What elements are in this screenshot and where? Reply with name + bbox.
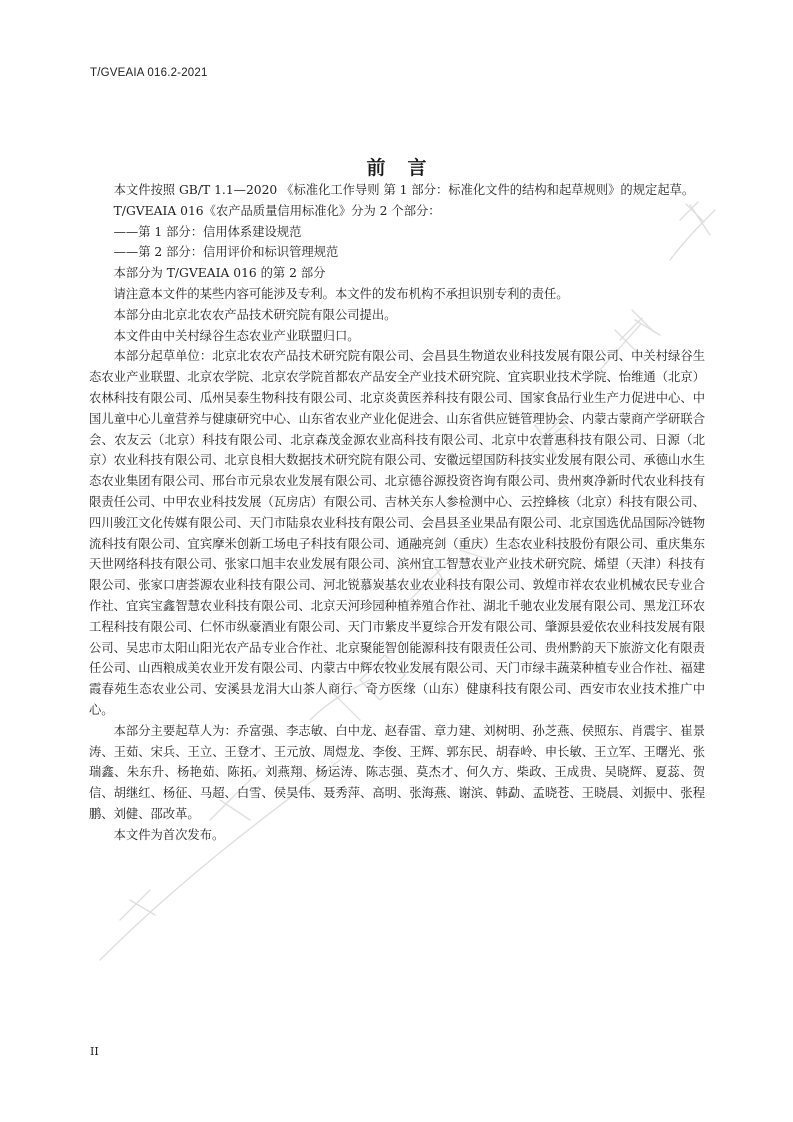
paragraph-proposer: 本部分由北京北农农产品技术研究院有限公司提出。	[113, 307, 397, 322]
paragraph-drafting-units: 本部分起草单位：北京北农农产品技术研究院有限公司、会昌县生物道农业科技发展有限公司、中关村绿谷生态农业产业联盟、北京农学院、北京农学院首都农产品安全产业技术研究院、宜宾职业技术学院、怡维通（北京）农林科技有限公司、瓜州吴泰生物科技有限公司、北京炎黄医养科技有限公司、国家食品行业生产力促进中心、中国儿童中心儿童营养与健康研究中心、山东省农业产业化促进会、山东省供应链管理协会、内蒙古蒙商产学研联合会、农友云（北京）科技有限公司、北京森茂金源农业高科技有限公司、北京中农普惠科技有限公司、日源（北京）农业科技有限公司、北京良相大数据技术研究院有限公司、安徽远望国防科技实业发展有限公司、承德山水生态农业集团有限公司、邢台市元泉农业发展有限公司、北京德谷源投资咨询有限公司、贵州爽净新时代农业科技有限责任公司、中甲农业科技发展（瓦房店）有限公司、吉林关东人参检测中心、云控蜂核（北京）科技有限公司、四川骏江文化传媒有限公司、天门市陆泉农业科技有限公司、会昌县圣业果品有限公司、北京国选优品国际冷链物流科技有限公司、宜宾摩米创新工场电子科技有限公司、通融亮剑（重庆）生态农业科技股份有限公司、重庆集东天世网络科技有限公司、张家口旭丰农业发展有限公司、滨州宜工智慧农业产业技术研究院、烯望（天津）科技有限公司、张家口唐荟源农业科技有限公司、河北锐慕炭基农业农业科技有限公司、敦煌市祥农农业机械农民专业合作社、宜宾宝鑫智慧农业科技有限公司、北京天河珍园种植养殖合作社、湖北千驰农业发展有限公司、黑龙江环农工程科技有限公司、仁怀市纵豪酒业有限公司、天门市紫皮半夏综合开发有限公司、肇源县爱依农业科技发展有限公司、吴忠市太阳山阳光农产品专业合作社、北京聚能智创能源科技有限责任公司、贵州黔韵天下旅游文化有限责任公司、山西粮成美农业开发有限公司、内蒙古中辉农牧业发展有限公司、天门市绿丰蔬菜种植专业合作社、福建霞春苑生态农业公司、安溪县龙涓大山茶人商行、奇方医缘（山东）健康科技有限公司、西安市农业技术推广中心。	[89, 349, 705, 717]
paragraph-patent-notice: 请注意本文件的某些内容可能涉及专利。本文件的发布机构不承担识别专利的责任。	[113, 286, 569, 301]
paragraph-custodian: 本文件由中关村绿谷生态农业产业联盟归口。	[113, 328, 360, 343]
paragraph-drafting-basis: 本文件按照 GB/T 1.1—2020 《标准化工作导则 第 1 部分：标准化文件的结构和起草规则》的规定起草。	[113, 183, 695, 197]
page-number: II	[90, 1045, 99, 1058]
preface-body	[89, 180, 705, 846]
paragraph-first-release: 本文件为首次发布。	[113, 827, 225, 842]
paragraph-series-parts: T/GVEAIA 016《农产品质量信用标准化》分为 2 个部分：	[113, 203, 441, 218]
page-title: 前言	[366, 157, 449, 179]
paragraph-this-part: 本部分为 T/GVEAIA 016 的第 2 部分	[113, 266, 326, 281]
paragraph-part-2: ——第 2 部分：信用评价和标识管理规范	[113, 245, 339, 260]
document-code: T/GVEAIA 016.2-2021	[90, 67, 208, 79]
paragraph-drafters: 本部分主要起草人为：乔富强、李志敏、白中龙、赵春雷、章力建、刘树明、孙芝燕、侯照东、肖震宇、崔景涛、王茹、宋兵、王立、王登才、王元放、周煜龙、李俊、王辉、郭东民、胡春岭、申长敏、王立军、王曙光、张瑞鑫、朱东升、杨艳茹、陈拓、刘燕翔、杨运涛、陈志强、莫杰才、何久方、柴政、王成贵、吴晓辉、夏蕊、贺信、胡继红、杨征、马超、白雪、侯昊伟、聂秀萍、高明、张海燕、谢滨、韩勐、孟晓苍、王晓晨、刘振中、张程鹏、刘健、邵改革。	[89, 723, 705, 821]
paragraph-part-1: ——第 1 部分：信用体系建设规范	[113, 224, 302, 239]
